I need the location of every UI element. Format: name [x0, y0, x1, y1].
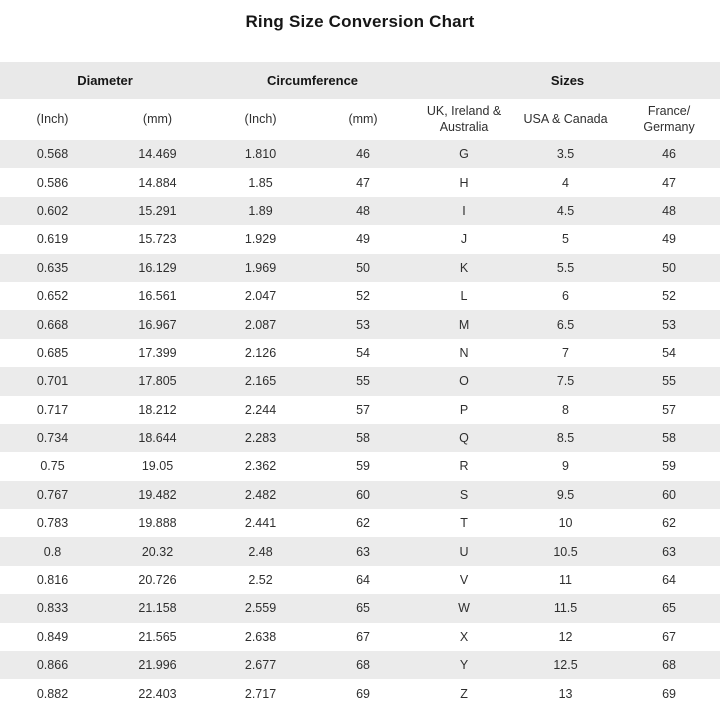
table-cell: V: [459, 573, 469, 588]
table-row: [0, 452, 720, 480]
table-cell: 2.362: [244, 459, 277, 474]
table-cell: J: [460, 232, 468, 247]
table-cell: 2.283: [244, 431, 277, 446]
table-cell: 2.087: [244, 317, 277, 332]
table-cell: 17.399: [138, 345, 177, 360]
table-cell: 5.5: [556, 260, 575, 275]
table-row: [0, 537, 720, 565]
table-cell: 57: [356, 402, 370, 417]
table-cell: 0.767: [36, 487, 69, 502]
column-header-cell: France/ Germany: [618, 99, 720, 140]
table-cell: 69: [356, 686, 370, 701]
table-cell: 0.717: [36, 402, 69, 417]
table-cell: 65: [662, 601, 676, 616]
table-cell: 0.568: [36, 147, 69, 162]
group-header-cell: Diameter: [0, 62, 210, 99]
table-cell: 6: [562, 289, 569, 304]
table-body: [0, 140, 720, 708]
table-cell: R: [459, 459, 469, 474]
table-row: [0, 679, 720, 707]
table-cell: 1.969: [244, 260, 277, 275]
column-header-row: [0, 99, 720, 140]
table-cell: 15.723: [138, 232, 177, 247]
table-cell: 59: [662, 459, 676, 474]
table-cell: 1.810: [244, 147, 277, 162]
table-cell: 47: [662, 175, 676, 190]
table-cell: 0.685: [36, 345, 69, 360]
table-cell: 4.5: [556, 203, 575, 218]
table-cell: 0.816: [36, 573, 69, 588]
table-cell: 46: [356, 147, 370, 162]
table-row: [0, 140, 720, 168]
table-cell: 54: [662, 345, 676, 360]
table-cell: 17.805: [138, 374, 177, 389]
table-cell: 2.717: [244, 686, 277, 701]
table-cell: 18.212: [138, 402, 177, 417]
table-cell: 14.884: [138, 175, 177, 190]
table-cell: 12: [558, 629, 573, 644]
ring-size-conversion-table: [0, 62, 720, 708]
table-cell: 0.635: [36, 260, 69, 275]
table-cell: 48: [356, 203, 370, 218]
table-cell: 60: [662, 487, 676, 502]
table-cell: 47: [356, 175, 370, 190]
table-cell: 62: [662, 516, 676, 531]
table-cell: 55: [356, 374, 370, 389]
table-cell: 7.5: [556, 374, 575, 389]
table-cell: 20.726: [138, 573, 177, 588]
table-cell: 59: [356, 459, 370, 474]
table-cell: 0.602: [36, 203, 69, 218]
table-cell: 21.996: [138, 658, 177, 673]
table-row: [0, 339, 720, 367]
table-cell: X: [459, 629, 469, 644]
table-cell: 2.52: [248, 573, 273, 588]
table-cell: 1.929: [244, 232, 277, 247]
table-cell: 53: [662, 317, 676, 332]
table-row: [0, 168, 720, 196]
table-cell: 52: [356, 289, 370, 304]
table-row: [0, 651, 720, 679]
table-cell: 62: [356, 516, 370, 531]
table-cell: 0.652: [36, 289, 69, 304]
table-row: [0, 481, 720, 509]
table-cell: 13: [558, 686, 573, 701]
table-cell: 49: [662, 232, 676, 247]
table-cell: 52: [662, 289, 676, 304]
table-cell: 58: [662, 431, 676, 446]
table-cell: T: [460, 516, 468, 531]
table-cell: 63: [356, 544, 370, 559]
table-cell: 14.469: [138, 147, 177, 162]
table-cell: 0.619: [36, 232, 69, 247]
table-cell: 0.8: [43, 544, 62, 559]
table-cell: 1.85: [248, 175, 273, 190]
table-cell: O: [459, 374, 469, 389]
table-cell: 2.48: [248, 544, 273, 559]
table-cell: W: [458, 601, 470, 616]
table-cell: 16.967: [138, 317, 177, 332]
table-row: [0, 396, 720, 424]
table-row: [0, 367, 720, 395]
table-cell: Z: [460, 686, 468, 701]
table-cell: 55: [662, 374, 676, 389]
table-cell: 21.158: [138, 601, 177, 616]
table-cell: 6.5: [556, 317, 575, 332]
table-cell: 22.403: [138, 686, 177, 701]
table-cell: 9.5: [556, 487, 575, 502]
table-header: [0, 62, 720, 140]
table-cell: 0.586: [36, 175, 69, 190]
table-cell: 50: [356, 260, 370, 275]
table-row: [0, 424, 720, 452]
table-cell: 20.32: [141, 544, 174, 559]
page-title: Ring Size Conversion Chart: [245, 12, 475, 31]
table-cell: 0.783: [36, 516, 69, 531]
table-cell: 46: [662, 147, 676, 162]
column-header-cell: USA & Canada: [513, 99, 618, 140]
table-cell: 0.701: [36, 374, 69, 389]
table-cell: 50: [662, 260, 676, 275]
table-cell: Y: [459, 658, 469, 673]
column-header-cell: (mm): [311, 99, 415, 140]
column-header-cell: (Inch): [210, 99, 311, 140]
table-cell: 8.5: [556, 431, 575, 446]
group-header-cell: Circumference: [210, 62, 415, 99]
group-header-cell: Sizes: [415, 62, 720, 99]
table-cell: 2.441: [244, 516, 277, 531]
table-row: [0, 509, 720, 537]
table-cell: 19.482: [138, 487, 177, 502]
table-cell: 11.5: [553, 601, 578, 616]
table-cell: L: [460, 289, 468, 304]
table-cell: H: [459, 175, 469, 190]
table-cell: 19.888: [138, 516, 177, 531]
table-cell: P: [459, 402, 469, 417]
table-cell: 19.05: [141, 459, 174, 474]
table-cell: Q: [459, 431, 469, 446]
table-cell: 65: [356, 601, 370, 616]
table-cell: 8: [562, 402, 569, 417]
table-row: [0, 282, 720, 310]
table-cell: 5: [562, 232, 569, 247]
column-header-cell: UK, Ireland & Australia: [415, 99, 513, 140]
table-cell: 3.5: [556, 147, 575, 162]
table-cell: 64: [662, 573, 676, 588]
table-cell: K: [459, 260, 469, 275]
table-row: [0, 623, 720, 651]
table-cell: 67: [356, 629, 370, 644]
table-cell: S: [459, 487, 469, 502]
table-cell: 21.565: [138, 629, 177, 644]
table-cell: 2.677: [244, 658, 277, 673]
table-cell: 0.833: [36, 601, 69, 616]
table-cell: 67: [662, 629, 676, 644]
table-cell: 0.882: [36, 686, 69, 701]
group-header-row: [0, 62, 720, 99]
table-row: [0, 566, 720, 594]
table-cell: 2.638: [244, 629, 277, 644]
table-cell: 0.668: [36, 317, 69, 332]
table-cell: 15.291: [138, 203, 177, 218]
table-cell: 10: [558, 516, 573, 531]
table-cell: 58: [356, 431, 370, 446]
table-cell: 16.561: [138, 289, 177, 304]
table-cell: 18.644: [138, 431, 177, 446]
table-cell: 7: [562, 345, 569, 360]
table-cell: 1.89: [248, 203, 273, 218]
table-row: [0, 254, 720, 282]
table-cell: 57: [662, 402, 676, 417]
table-cell: 2.126: [244, 345, 277, 360]
table-cell: 16.129: [138, 260, 177, 275]
column-header-cell: (Inch): [0, 99, 105, 140]
table-cell: 2.165: [244, 374, 277, 389]
table-cell: 2.482: [244, 487, 277, 502]
table-cell: 48: [662, 203, 676, 218]
table-cell: 68: [356, 658, 370, 673]
table-row: [0, 225, 720, 253]
table-cell: 53: [356, 317, 370, 332]
table-cell: 0.75: [40, 459, 65, 474]
table-cell: 49: [356, 232, 370, 247]
column-header-cell: (mm): [105, 99, 210, 140]
table-cell: I: [462, 203, 466, 218]
table-cell: 9: [562, 459, 569, 474]
table-row: [0, 594, 720, 622]
table-cell: 2.047: [244, 289, 277, 304]
table-cell: M: [458, 317, 470, 332]
table-cell: 11: [559, 573, 573, 588]
table-cell: 54: [356, 345, 370, 360]
table-cell: 64: [356, 573, 370, 588]
table-cell: 10.5: [553, 544, 578, 559]
table-cell: 4: [562, 175, 569, 190]
table-cell: N: [459, 345, 469, 360]
table-cell: 69: [662, 686, 676, 701]
table-cell: 68: [662, 658, 676, 673]
table-cell: 0.849: [36, 629, 69, 644]
table-cell: 2.559: [244, 601, 277, 616]
table-cell: 0.734: [36, 431, 69, 446]
table-cell: U: [459, 544, 469, 559]
table-cell: G: [459, 147, 469, 162]
table-row: [0, 197, 720, 225]
table-row: [0, 310, 720, 338]
table-cell: 12.5: [553, 658, 578, 673]
table-cell: 0.866: [36, 658, 69, 673]
table-cell: 63: [662, 544, 676, 559]
table-cell: 60: [356, 487, 370, 502]
table-cell: 2.244: [244, 402, 277, 417]
